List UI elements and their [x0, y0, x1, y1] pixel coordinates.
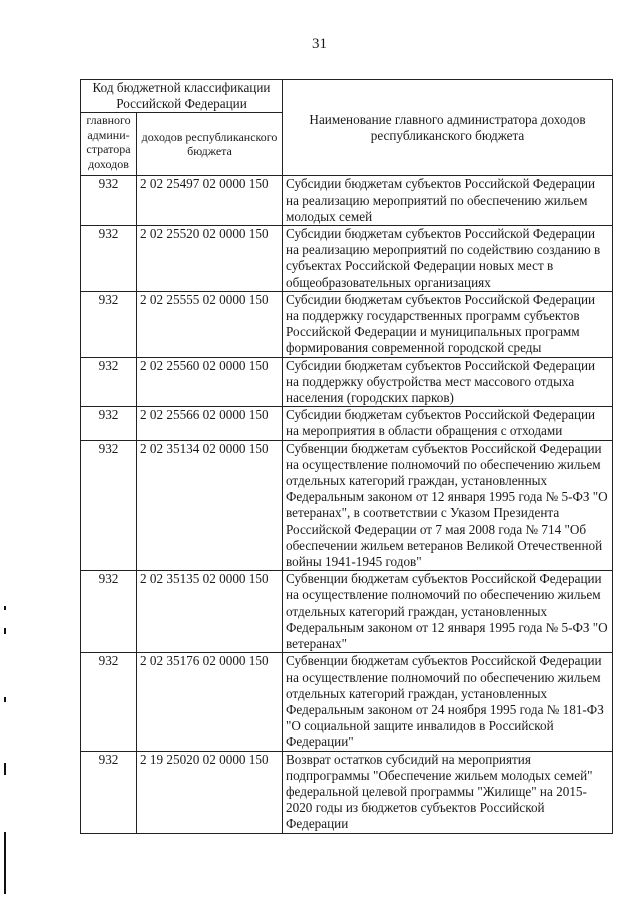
budget-classification-table — [80, 79, 613, 834]
table-header-row — [81, 80, 613, 113]
revenue-code-cell: 2 02 25555 02 0000 150 — [137, 291, 283, 357]
revenue-code-cell: 2 02 25566 02 0000 150 — [137, 407, 283, 440]
table-row — [81, 751, 613, 833]
revenue-code-cell: 2 02 35134 02 0000 150 — [137, 440, 283, 571]
revenue-name-cell: Субсидии бюджетам субъектов Российской Федерации на реализацию мероприятий по содействию созданию в субъектах Российской Федерации новых мест в общеобразовательных организациях — [283, 226, 613, 292]
admin-code-cell: 932 — [81, 653, 137, 751]
admin-code-cell: 932 — [81, 407, 137, 440]
scan-mark — [4, 832, 6, 894]
table-row — [81, 407, 613, 440]
header-budget-revenue: доходов республиканского бюджета — [137, 113, 283, 176]
admin-code-cell: 932 — [81, 440, 137, 571]
revenue-name-cell: Субсидии бюджетам субъектов Российской Федерации на мероприятия в области обращения с отходами — [283, 407, 613, 440]
revenue-code-cell: 2 02 35176 02 0000 150 — [137, 653, 283, 751]
table-row — [81, 291, 613, 357]
revenue-code-cell: 2 02 25497 02 0000 150 — [137, 176, 283, 226]
table-row — [81, 357, 613, 407]
table-row — [81, 440, 613, 571]
scan-mark — [4, 763, 6, 775]
revenue-name-cell: Субвенции бюджетам субъектов Российской Федерации на осуществление полномочий по обеспечению жильем отдельных категорий граждан, установленных Федеральным законом от 12 января 1995 года № 5-ФЗ "О ветеранах", в соответствии с Указом Президента Российской Федерации от 7 мая 2008 года № 714 "Об обеспечении жильем ветеранов Великой Отечественной войны 1941-1945 годов" — [283, 440, 613, 571]
revenue-name-cell: Субсидии бюджетам субъектов Российской Федерации на поддержку обустройства мест массового отдыха населения (городских парков) — [283, 357, 613, 407]
admin-code-cell: 932 — [81, 571, 137, 653]
scan-mark — [4, 697, 6, 702]
revenue-name-cell: Субсидии бюджетам субъектов Российской Федерации на реализацию мероприятий по обеспечению жильем молодых семей — [283, 176, 613, 226]
table-row — [81, 571, 613, 653]
header-classification-code: Код бюджетной классификации Российской Федерации — [81, 80, 283, 113]
revenue-name-cell: Субсидии бюджетам субъектов Российской Федерации на поддержку государственных программ субъектов Российской Федерации и муниципальных программ формирования современной городской среды — [283, 291, 613, 357]
scan-mark — [4, 628, 6, 634]
revenue-code-cell: 2 19 25020 02 0000 150 — [137, 751, 283, 833]
revenue-code-cell: 2 02 25560 02 0000 150 — [137, 357, 283, 407]
admin-code-cell: 932 — [81, 176, 137, 226]
revenue-code-cell: 2 02 35135 02 0000 150 — [137, 571, 283, 653]
admin-code-cell: 932 — [81, 226, 137, 292]
header-chief-administrator: главного админи-стратора доходов — [81, 113, 137, 176]
table-row — [81, 176, 613, 226]
revenue-code-cell: 2 02 25520 02 0000 150 — [137, 226, 283, 292]
admin-code-cell: 932 — [81, 357, 137, 407]
table-row — [81, 653, 613, 751]
revenue-name-cell: Субвенции бюджетам субъектов Российской Федерации на осуществление полномочий по обеспечению жильем отдельных категорий граждан, установленных Федеральным законом от 24 ноября 1995 года № 181-ФЗ "О социальной защите инвалидов в Российской Федерации" — [283, 653, 613, 751]
table-row — [81, 226, 613, 292]
page-number: 31 — [312, 36, 327, 52]
admin-code-cell: 932 — [81, 751, 137, 833]
header-administrator-name: Наименование главного администратора доходов республиканского бюджета — [283, 80, 613, 176]
revenue-name-cell: Возврат остатков субсидий на мероприятия подпрограммы "Обеспечение жильем молодых семей" федеральной целевой программы "Жилище" на 2015-2020 годы из бюджетов субъектов Российской Федерации — [283, 751, 613, 833]
scan-mark — [4, 606, 6, 610]
revenue-name-cell: Субвенции бюджетам субъектов Российской Федерации на осуществление полномочий по обеспечению жильем отдельных категорий граждан, установленных Федеральным законом от 12 января 1995 года № 5-ФЗ "О ветеранах" — [283, 571, 613, 653]
admin-code-cell: 932 — [81, 291, 137, 357]
